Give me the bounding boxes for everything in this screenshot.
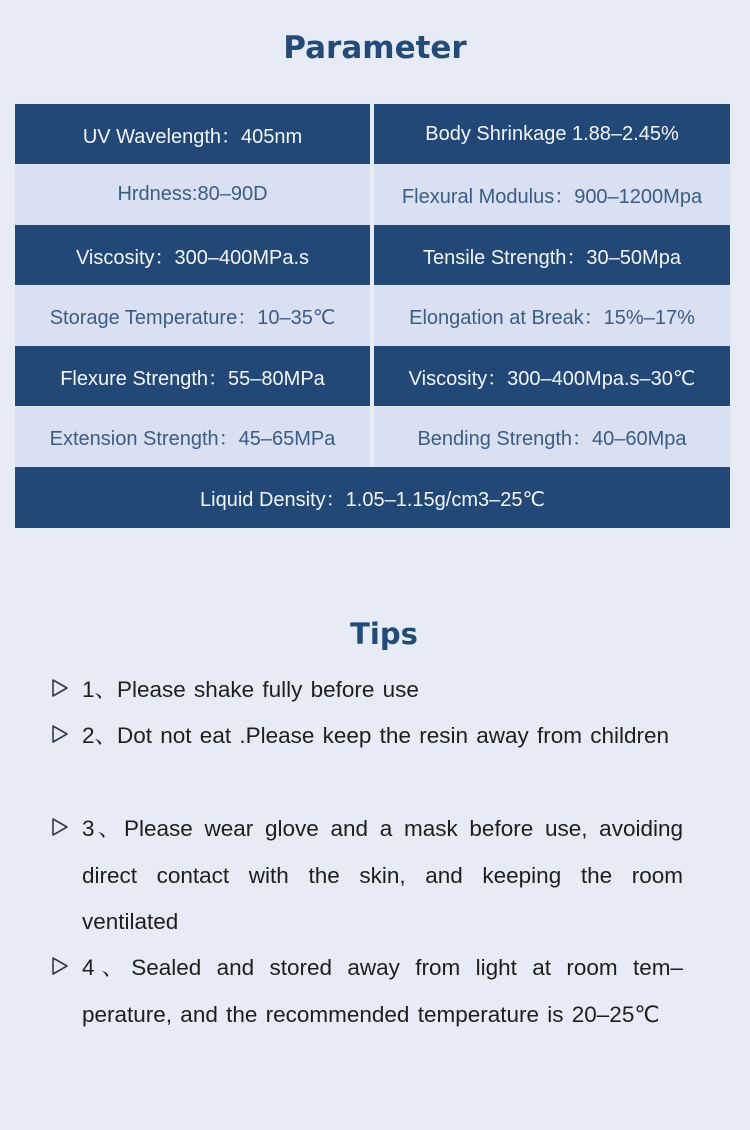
triangle-right-outline-icon [50, 724, 70, 744]
table-row-full [15, 467, 730, 527]
table-row [15, 165, 730, 225]
table-cell: Extension Strength：45–65MPa [15, 407, 370, 467]
triangle-right-outline-icon [50, 678, 70, 698]
table-row [15, 286, 730, 346]
tip-text: 4、Sealed and stored away from light at room tem–perature, and the recommended temperature is 20–25℃ [82, 955, 683, 1027]
triangle-right-outline-icon [50, 956, 70, 976]
list-item [50, 806, 683, 946]
tip-text: 3、Please wear glove and a mask before use, avoiding direct contact with the skin, and keeping the room ventilated [82, 816, 683, 934]
table-cell: Viscosity：300–400Mpa.s–30℃ [374, 346, 730, 406]
table-cell: Storage Temperature：10–35℃ [15, 286, 370, 346]
list-item [50, 945, 683, 1085]
tips-title: Tips [350, 617, 418, 651]
parameter-title: Parameter [283, 30, 467, 66]
table-row [15, 407, 730, 467]
table-row [15, 346, 730, 406]
table-cell: Elongation at Break：15%–17% [374, 286, 730, 346]
tip-text: 1、Please shake fully before use [82, 677, 419, 702]
table-row [15, 225, 730, 285]
table-cell: Body Shrinkage 1.88–2.45% [374, 104, 730, 164]
table-cell-full: Liquid Density：1.05–1.15g/cm3–25℃ [15, 467, 730, 528]
parameter-table [15, 104, 730, 527]
table-row [15, 104, 730, 164]
table-cell: Hrdness:80–90D [15, 165, 370, 225]
tip-text: 2、Dot not eat .Please keep the resin away from children [82, 723, 670, 748]
list-item [50, 667, 683, 713]
table-cell: Tensile Strength：30–50Mpa [374, 225, 730, 285]
table-cell: Viscosity：300–400MPa.s [15, 225, 370, 285]
triangle-right-outline-icon [50, 817, 70, 837]
table-cell: Flexure Strength：55–80MPa [15, 346, 370, 406]
table-cell: Bending Strength：40–60Mpa [374, 407, 730, 467]
table-cell: UV Wavelength：405nm [15, 104, 370, 164]
table-cell: Flexural Modulus：900–1200Mpa [374, 165, 730, 225]
list-item [50, 713, 683, 806]
